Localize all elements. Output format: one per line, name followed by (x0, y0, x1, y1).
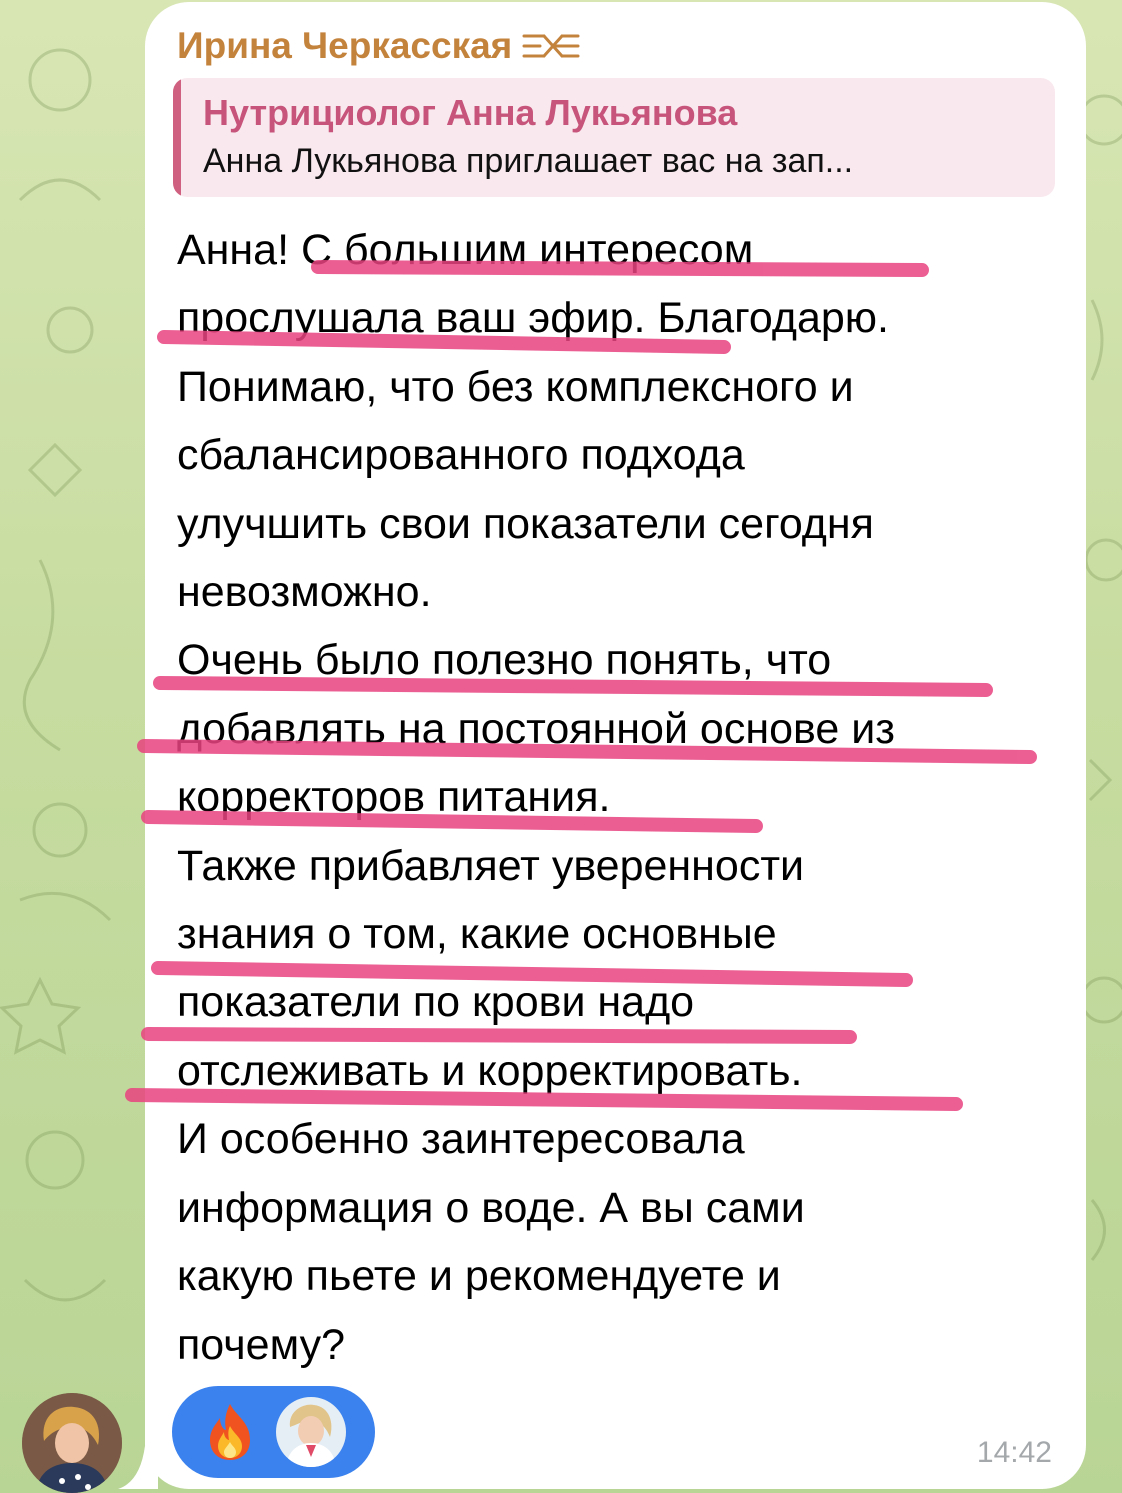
reactions-pill[interactable] (172, 1386, 375, 1478)
message-line: улучшить свои показатели сегодня (177, 499, 874, 548)
reply-accent-bar (173, 78, 181, 197)
message-line: почему? (177, 1320, 346, 1369)
admin-badge-icon (522, 28, 580, 64)
message-bubble[interactable] (145, 2, 1086, 1489)
message-line: информация о воде. А вы сами (177, 1183, 805, 1232)
sender-row (177, 20, 580, 72)
message-line: отслеживать и корректировать. (177, 1046, 803, 1095)
message-line: знания о том, какие основные (177, 910, 777, 959)
message-line: невозможно. (177, 568, 432, 617)
message-line: показатели по крови надо (177, 978, 695, 1027)
message-line: И особенно заинтересовала (177, 1115, 745, 1164)
message-line: какую пьете и рекомендуете и (177, 1252, 781, 1301)
sender-avatar[interactable] (22, 1393, 122, 1493)
message-line: Очень было полезно понять, что (177, 636, 832, 685)
message-text (177, 216, 1057, 1379)
message-line: сбалансированного подхода (177, 431, 745, 480)
message-line: прослушала ваш эфир. Благодарю. (177, 294, 889, 343)
sender-name[interactable]: Ирина Черкасская (177, 25, 513, 66)
reply-preview: Анна Лукьянова приглашает вас на зап... (203, 142, 854, 180)
fire-emoji-icon[interactable] (202, 1402, 258, 1462)
reactor-avatar-icon[interactable] (276, 1397, 346, 1467)
reply-author: Нутрициолог Анна Лукьянова (203, 92, 738, 133)
message-line: корректоров питания. (177, 773, 611, 822)
reply-quote[interactable] (173, 78, 1055, 197)
message-line: Также прибавляет уверенности (177, 841, 805, 890)
message-line: Анна! С большим интересом (177, 226, 754, 274)
message-line: добавлять на постоянной основе из (177, 704, 895, 753)
message-time: 14:42 (976, 1436, 1052, 1469)
message-line: Понимаю, что без комплексного и (177, 362, 854, 411)
